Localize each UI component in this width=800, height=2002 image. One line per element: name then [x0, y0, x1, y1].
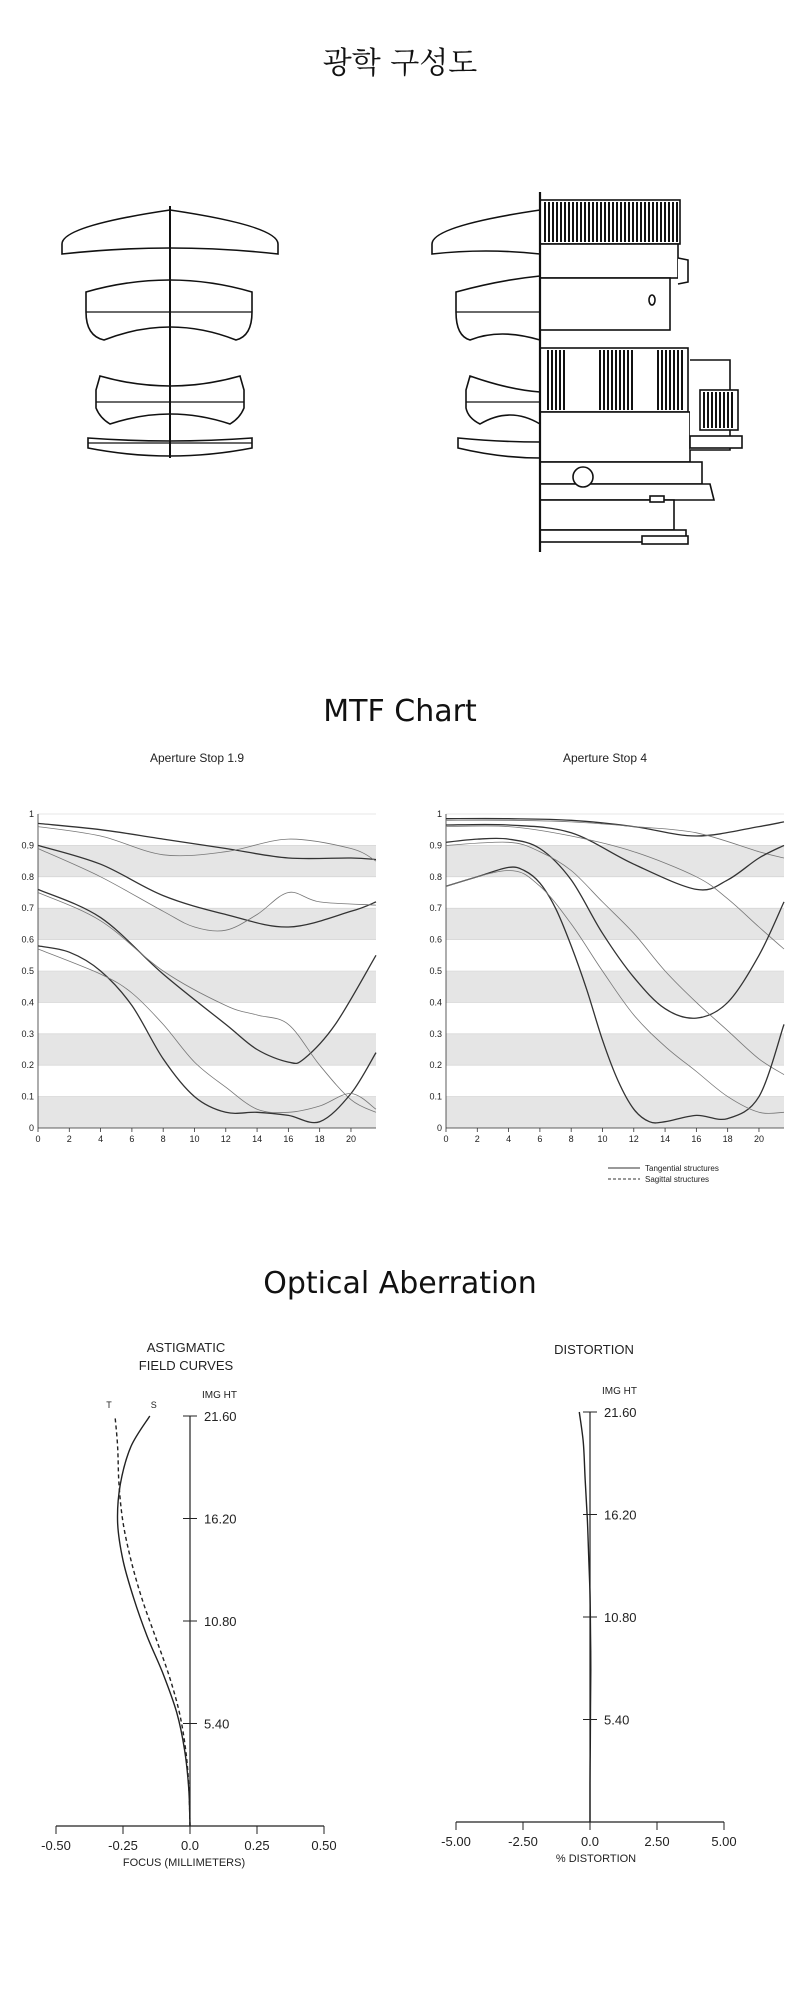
y-tick-label: 0.2 [21, 1060, 34, 1071]
x-tick-label: 10 [597, 1134, 608, 1144]
distortion-chart [441, 1342, 736, 1865]
x-tick-label: 20 [345, 1134, 356, 1144]
y-tick-label: 0.1 [429, 1091, 442, 1102]
astigmatic-chart [41, 1340, 336, 1869]
legend-tangential-label: Tangential structures [645, 1164, 719, 1173]
y-tick-label: 0.6 [21, 934, 34, 945]
mtf-chart-2 [429, 751, 784, 1144]
x-tick-label: 12 [628, 1134, 639, 1144]
mtf-legend [608, 1164, 719, 1184]
y-tick-label: 1 [436, 809, 442, 819]
y-tick-label: 10.80 [604, 1610, 637, 1625]
mtf-chart-title: Aperture Stop 1.9 [149, 751, 245, 765]
y-tick-label: 0.3 [21, 1028, 34, 1039]
series-label: T [106, 1400, 112, 1410]
legend-sagittal-label: Sagittal structures [645, 1175, 710, 1184]
y-tick-label: 0.5 [429, 966, 442, 976]
y-tick-label: 16.20 [204, 1511, 237, 1527]
lens-diagram [0, 180, 800, 600]
chart-title: DISTORTION [554, 1342, 634, 1357]
x-tick-label: 2 [474, 1134, 480, 1144]
aberration-charts [0, 1330, 800, 1950]
y-tick-label: 0.5 [21, 966, 34, 976]
chart-title: ASTIGMATIC [146, 1340, 226, 1355]
aberration-title: Optical Aberration [263, 1266, 537, 1301]
x-tick-label: 12 [220, 1134, 231, 1144]
x-tick-label: 0 [35, 1134, 41, 1144]
y-tick-label: 21.60 [604, 1405, 637, 1420]
x-tick-label: 5.00 [711, 1834, 737, 1849]
chart-title: FIELD CURVES [138, 1358, 234, 1373]
grid-band [38, 845, 376, 876]
x-tick-label: 0.0 [580, 1834, 600, 1849]
y-tick-label: 0.1 [21, 1091, 34, 1102]
y-tick-label: 0.6 [429, 934, 442, 945]
mtf-series-line [446, 819, 784, 836]
y-tick-label: 0.2 [429, 1060, 442, 1071]
x-tick-label: 0.50 [311, 1838, 337, 1853]
y-tick-label: 21.60 [204, 1409, 237, 1424]
x-tick-label: 2 [66, 1134, 72, 1144]
y-tick-label: 10.80 [204, 1614, 237, 1629]
mtf-title: MTF Chart [323, 694, 477, 729]
grid-band [446, 1034, 784, 1065]
x-tick-label: -0.50 [41, 1838, 71, 1853]
x-tick-label: -0.25 [108, 1838, 138, 1853]
mtf-charts [0, 748, 800, 1188]
x-tick-label: 4 [98, 1134, 104, 1144]
y-tick-label: 0.4 [21, 997, 34, 1008]
y-tick-label: 0.3 [429, 1028, 442, 1039]
aberration-series-line [118, 1416, 190, 1826]
x-tick-label: 0.25 [244, 1838, 270, 1853]
x-tick-label: 6 [129, 1134, 135, 1144]
x-tick-label: 18 [722, 1134, 733, 1144]
x-tick-label: 8 [160, 1134, 166, 1144]
y-tick-label: 0.7 [21, 903, 34, 914]
x-tick-label: 10 [189, 1134, 200, 1144]
grid-band [446, 1097, 784, 1128]
y-tick-label: 5.40 [204, 1716, 230, 1732]
x-tick-label: 8 [568, 1134, 574, 1144]
x-tick-label: 18 [314, 1134, 325, 1144]
mtf-chart-1 [21, 751, 376, 1144]
grid-band [38, 971, 376, 1002]
x-tick-label: 0.0 [180, 1838, 200, 1853]
x-tick-label: -5.00 [441, 1834, 471, 1849]
structure-title: 광학 구성도 [322, 46, 478, 81]
x-axis-label: % DISTORTION [555, 1853, 637, 1865]
x-tick-label: -2.50 [508, 1834, 538, 1849]
grid-band [446, 908, 784, 939]
x-tick-label: 16 [283, 1134, 294, 1144]
aberration-series-line [115, 1416, 190, 1826]
x-tick-label: 2.50 [644, 1834, 670, 1849]
y-tick-label: 0.9 [429, 840, 442, 851]
grid-band [446, 971, 784, 1002]
y-tick-label: 0.7 [429, 903, 442, 914]
mtf-chart-title: Aperture Stop 4 [562, 751, 648, 765]
y-tick-label: 5.40 [604, 1712, 630, 1728]
x-tick-label: 0 [443, 1134, 449, 1144]
y-tick-label: 0 [28, 1123, 34, 1133]
series-label: S [150, 1400, 157, 1410]
y-axis-label: IMG HT [602, 1386, 637, 1397]
y-tick-label: 16.20 [604, 1507, 637, 1523]
x-tick-label: 14 [660, 1134, 671, 1144]
grid-band [38, 908, 376, 939]
y-tick-label: 0.8 [429, 871, 442, 882]
y-tick-label: 0.9 [21, 840, 34, 851]
y-tick-label: 1 [28, 809, 34, 819]
x-axis-label: FOCUS (MILLIMETERS) [122, 1857, 246, 1869]
x-tick-label: 6 [537, 1134, 543, 1144]
y-axis-label: IMG HT [202, 1390, 237, 1401]
x-tick-label: 14 [252, 1134, 263, 1144]
y-tick-label: 0 [436, 1123, 442, 1133]
x-tick-label: 16 [691, 1134, 702, 1144]
y-tick-label: 0.4 [429, 997, 442, 1008]
x-tick-label: 4 [506, 1134, 512, 1144]
y-tick-label: 0.8 [21, 871, 34, 882]
grid-band [38, 1097, 376, 1128]
x-tick-label: 20 [753, 1134, 764, 1144]
